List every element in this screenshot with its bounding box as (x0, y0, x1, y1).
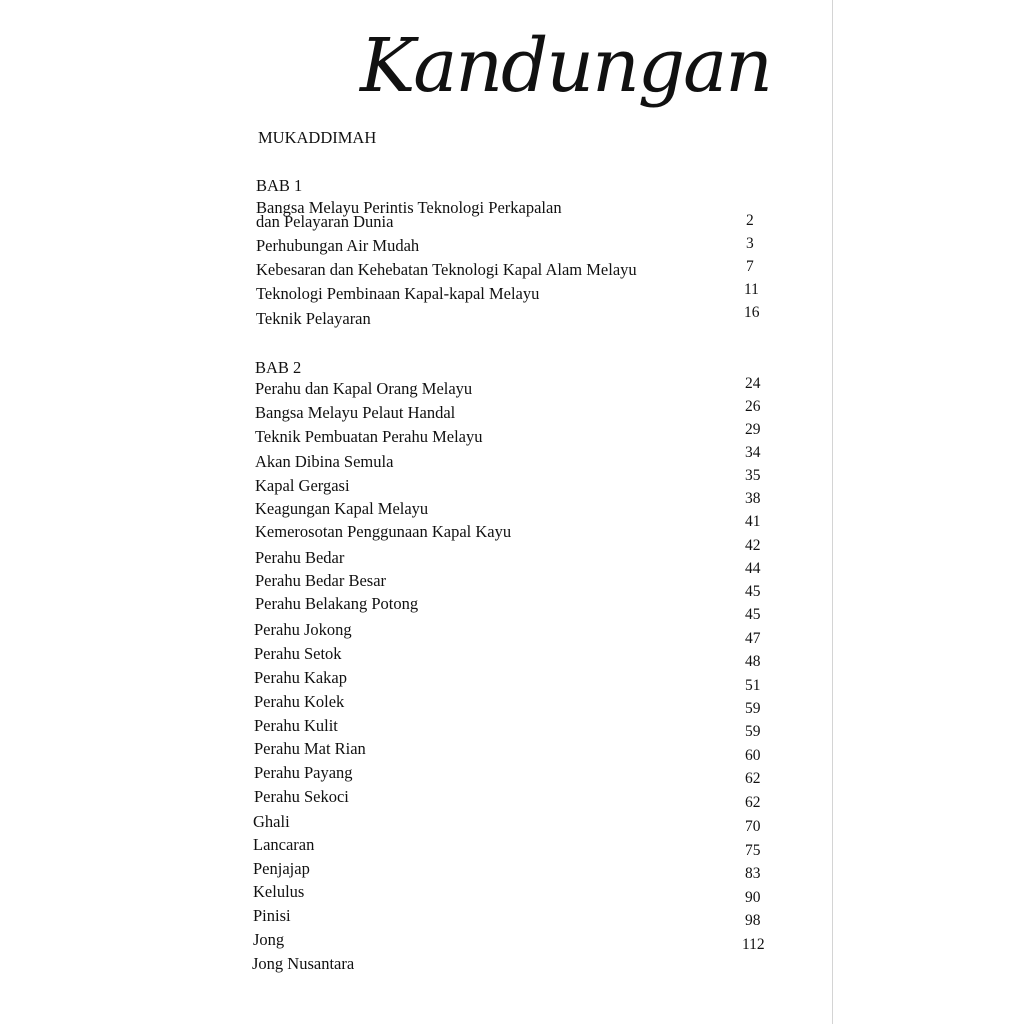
page-number: 7 (746, 258, 754, 275)
page-number: 59 (745, 723, 761, 740)
page-number: 2 (746, 212, 754, 229)
page-number: 16 (744, 304, 760, 321)
toc-entry: Bangsa Melayu Pelaut Handal (255, 403, 456, 422)
page-number: 60 (745, 747, 761, 764)
toc-entry: Bangsa Melayu Perintis Teknologi Perkapalan (256, 198, 562, 217)
toc-entry: Perahu Mat Rian (254, 739, 366, 758)
toc-entry: Perahu dan Kapal Orang Melayu (255, 379, 473, 398)
page-number: 90 (745, 889, 761, 906)
toc-entry: Perahu Payang (254, 763, 353, 782)
page-number: 42 (745, 537, 761, 554)
toc-entry: Perahu Belakang Potong (255, 594, 419, 613)
page-number: 47 (745, 630, 761, 647)
page-number: 26 (745, 398, 761, 415)
page-number: 35 (745, 467, 761, 484)
toc-entry: dan Pelayaran Dunia (256, 212, 394, 231)
page-number: 45 (745, 583, 761, 600)
page-number: 29 (745, 421, 761, 438)
toc-entry: Keagungan Kapal Melayu (255, 499, 429, 518)
page-number: 48 (745, 653, 761, 670)
toc-entry: Perhubungan Air Mudah (256, 236, 420, 255)
page-number: 83 (745, 865, 761, 882)
page-number: 34 (745, 444, 761, 461)
toc-entry: Penjajap (253, 859, 310, 878)
page-number: 41 (745, 513, 761, 530)
toc-entry: Kemerosotan Penggunaan Kapal Kayu (255, 522, 512, 541)
toc-entry: Pinisi (253, 906, 291, 925)
page-number: 51 (745, 677, 761, 694)
page-number: 24 (745, 375, 761, 392)
toc-entry: Perahu Setok (254, 644, 342, 663)
toc-entry: Lancaran (253, 835, 315, 854)
page-number: 44 (745, 560, 761, 577)
toc-entry: Teknologi Pembinaan Kapal-kapal Melayu (256, 284, 540, 303)
toc-entry: Perahu Kakap (254, 668, 348, 687)
page-title: Kandungan (360, 23, 771, 109)
toc-entry: Jong (253, 930, 285, 949)
toc-entry: Akan Dibina Semula (255, 452, 394, 471)
toc-entry: Kapal Gergasi (255, 476, 350, 495)
toc-entry: Perahu Kulit (254, 716, 338, 735)
page-number: 62 (745, 770, 761, 787)
page-number: 59 (745, 700, 761, 717)
page-number: 38 (745, 490, 761, 507)
toc-entry: Jong Nusantara (252, 954, 355, 973)
page-edge (832, 0, 833, 1024)
toc-entry: Ghali (253, 812, 290, 831)
page-number: 45 (745, 606, 761, 623)
mukaddimah-heading: MUKADDIMAH (258, 128, 377, 147)
toc-entry: Kebesaran dan Kehebatan Teknologi Kapal Alam Melayu (256, 260, 637, 279)
page-number: 3 (746, 235, 754, 252)
page-number: 11 (744, 281, 759, 298)
toc-entry: Teknik Pelayaran (256, 309, 371, 328)
toc-entry: Perahu Kolek (254, 692, 345, 711)
page-number: 75 (745, 842, 761, 859)
page-number: 70 (745, 818, 761, 835)
toc-entry: Perahu Jokong (254, 620, 352, 639)
page-number: 112 (742, 936, 765, 953)
toc-entry: Perahu Bedar (255, 548, 345, 567)
toc-entry: Perahu Sekoci (254, 787, 349, 806)
toc-entry: Teknik Pembuatan Perahu Melayu (255, 427, 483, 446)
toc-entry: Kelulus (253, 882, 305, 901)
bab2-heading: BAB 2 (255, 358, 302, 377)
bab1-heading: BAB 1 (256, 176, 303, 195)
toc-entry: Perahu Bedar Besar (255, 571, 387, 590)
page-number: 98 (745, 912, 761, 929)
page-number: 62 (745, 794, 761, 811)
